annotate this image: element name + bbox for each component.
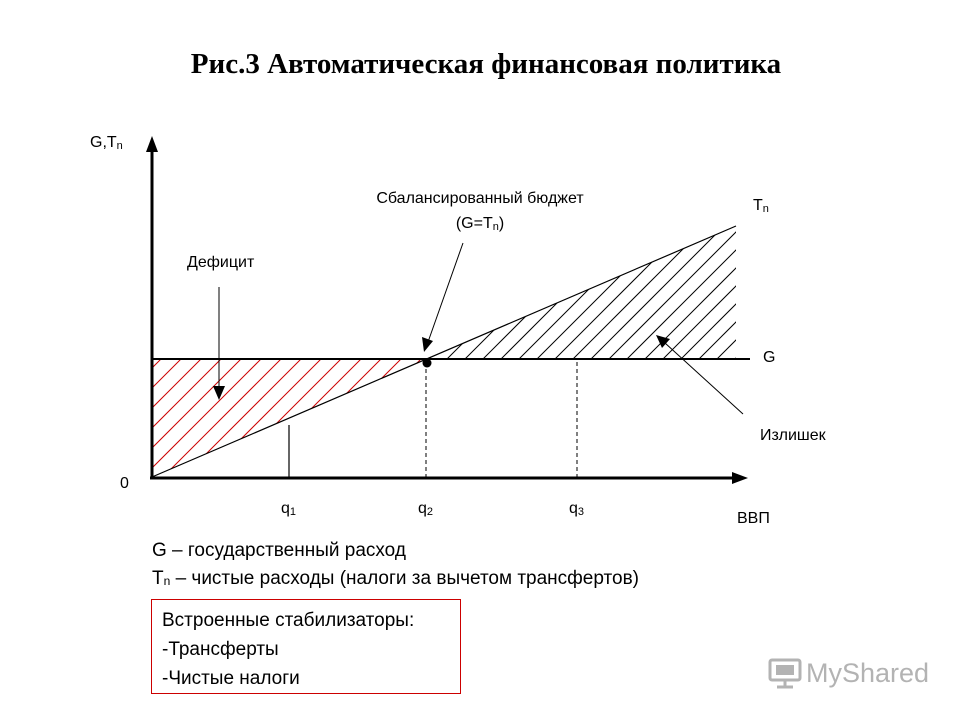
- watermark-text: MyShared: [806, 657, 930, 688]
- stabilizers-item-transfers: -Трансферты: [162, 639, 279, 660]
- surplus-hatch-line: [570, 220, 712, 362]
- surplus-hatch-line: [696, 220, 838, 362]
- x-axis-label: ВВП: [737, 510, 770, 527]
- tick-q1: q1: [281, 500, 297, 518]
- surplus-hatch-line: [750, 220, 892, 362]
- tn-line-label: Tn: [753, 197, 769, 215]
- surplus-hatch: [300, 220, 892, 362]
- deficit-hatch-line: [60, 355, 185, 480]
- deficit-hatch-line: [280, 355, 405, 480]
- surplus-hatch-line: [660, 220, 802, 362]
- presentation-icon: [768, 657, 802, 689]
- balanced-point: [423, 359, 432, 368]
- y-axis-arrow: [146, 136, 158, 152]
- deficit-hatch-line: [160, 355, 285, 480]
- deficit-hatch-line: [380, 355, 505, 480]
- surplus-hatch-line: [552, 220, 694, 362]
- surplus-hatch-line: [624, 220, 766, 362]
- balanced-arrow-head: [422, 337, 433, 352]
- watermark: [768, 656, 929, 690]
- deficit-hatch-line: [120, 355, 245, 480]
- deficit-hatch: [20, 355, 545, 480]
- tick-q2: q2: [418, 500, 434, 518]
- surplus-hatch-line: [480, 220, 622, 362]
- surplus-hatch-line: [372, 220, 514, 362]
- deficit-hatch-line: [340, 355, 465, 480]
- balanced-arrow: [428, 243, 463, 342]
- g-line-label: G: [763, 349, 776, 366]
- deficit-hatch-line: [220, 355, 345, 480]
- surplus-hatch-line: [444, 220, 586, 362]
- surplus-hatch-line: [336, 220, 478, 362]
- surplus-hatch-line: [606, 220, 748, 362]
- origin-label: 0: [120, 475, 129, 492]
- surplus-hatch-line: [498, 220, 640, 362]
- deficit-arrow-head: [213, 386, 225, 400]
- balanced-budget-label: Сбалансированный бюджет: [376, 190, 584, 207]
- deficit-hatch-line: [40, 355, 165, 480]
- legend-tn: $T_n$ – чистые расходы (налоги за вычетом трансфертов): [152, 568, 639, 589]
- stabilizers-box: [151, 599, 461, 694]
- surplus-hatch-line: [300, 220, 442, 362]
- surplus-hatch-line: [732, 220, 874, 362]
- deficit-hatch-line: [180, 355, 305, 480]
- deficit-hatch-line: [100, 355, 225, 480]
- deficit-hatch-line: [240, 355, 365, 480]
- deficit-hatch-line: [400, 355, 525, 480]
- surplus-hatch-line: [516, 220, 658, 362]
- deficit-hatch-line: [260, 355, 385, 480]
- stabilizers-header: Встроенные стабилизаторы:: [162, 610, 415, 631]
- surplus-hatch-line: [390, 220, 532, 362]
- y-axis-label: G,Tn: [90, 134, 123, 152]
- deficit-hatch-line: [20, 355, 145, 480]
- deficit-hatch-line: [80, 355, 205, 480]
- surplus-hatch-line: [462, 220, 604, 362]
- figure-title: Рис.3 Автоматическая финансовая политика: [190, 48, 782, 80]
- x-axis-arrow: [732, 472, 748, 484]
- legend-g: G – государственный расход: [152, 540, 406, 561]
- surplus-hatch-line: [534, 220, 676, 362]
- surplus-label: Излишек: [760, 427, 826, 444]
- deficit-hatch-line: [420, 355, 545, 480]
- deficit-hatch-line: [360, 355, 485, 480]
- legend: [152, 537, 639, 595]
- deficit-label: Дефицит: [187, 254, 255, 271]
- deficit-hatch-line: [300, 355, 425, 480]
- surplus-hatch-line: [714, 220, 856, 362]
- deficit-hatch-line: [140, 355, 265, 480]
- surplus-hatch-line: [426, 220, 568, 362]
- balanced-budget-formula: (G=Tn): [455, 215, 505, 233]
- stabilizers-item-net-taxes: -Чистые налоги: [162, 668, 300, 689]
- surplus-hatch-line: [318, 220, 460, 362]
- tick-q3: q3: [569, 500, 585, 518]
